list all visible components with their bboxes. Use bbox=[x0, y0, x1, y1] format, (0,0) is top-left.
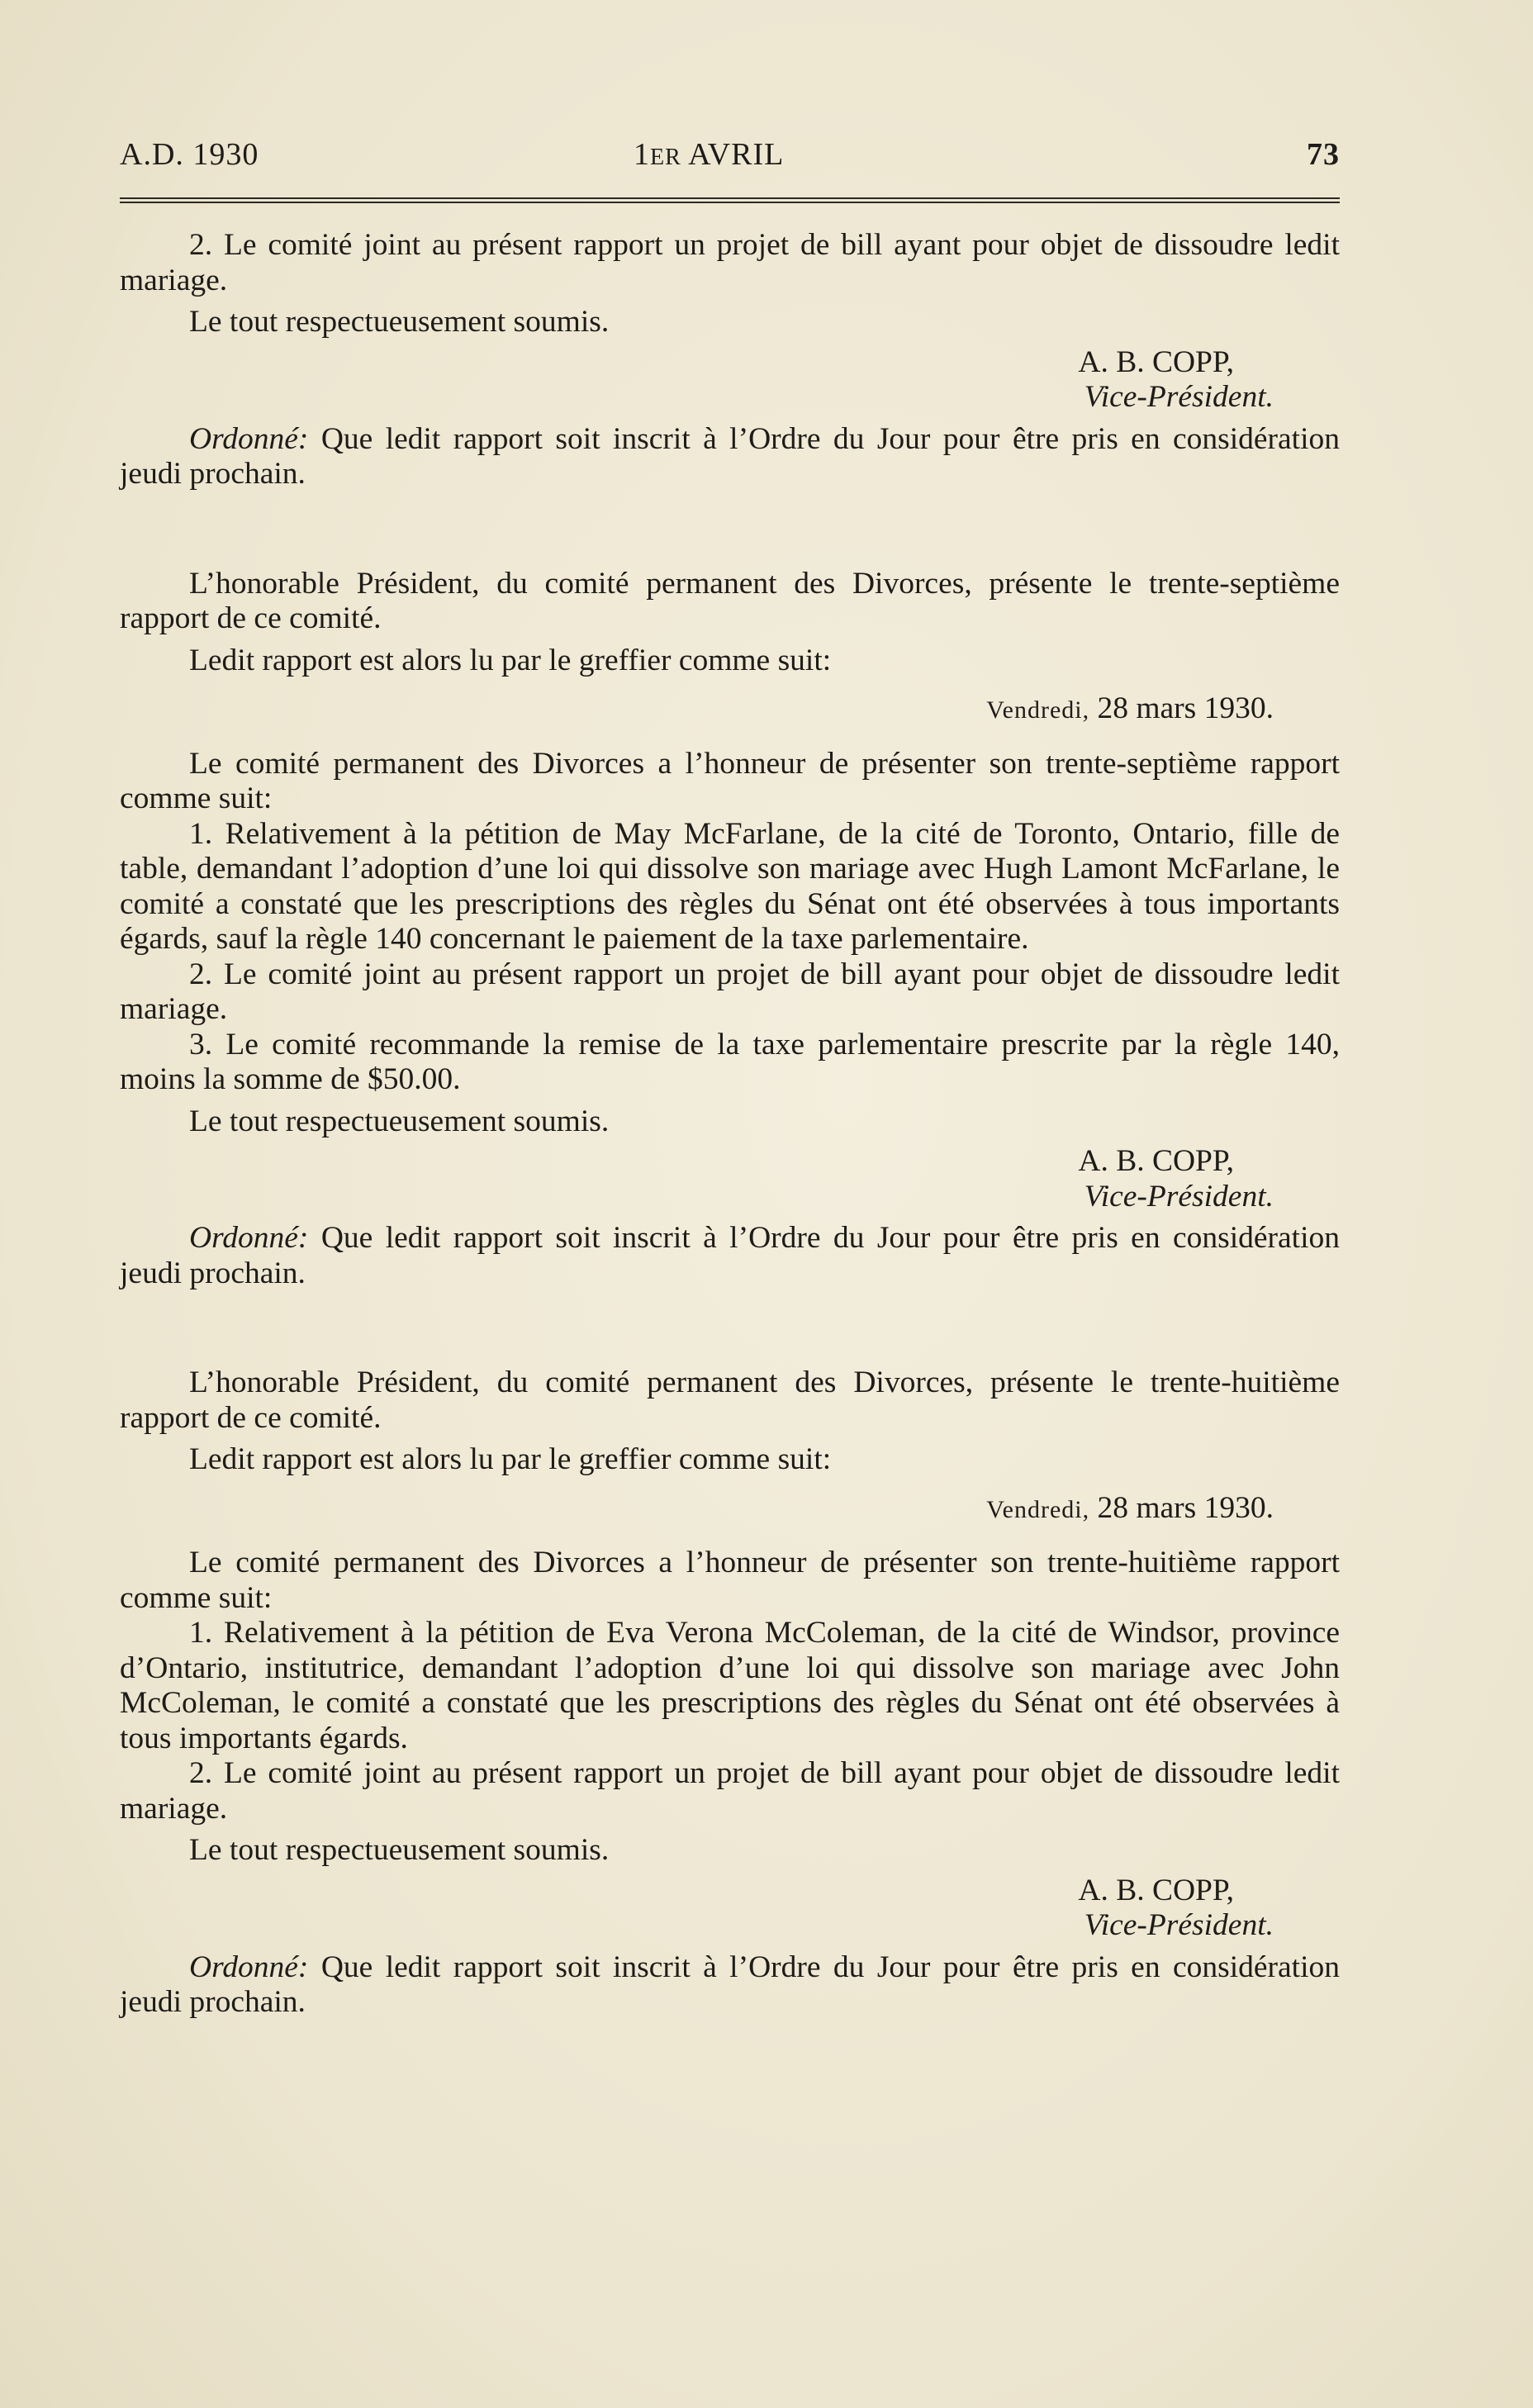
paragraph: 1. Relativement à la pétition de Eva Verona McColeman, de la cité de Windsor, province d’Ontario, institutrice, demandant l’adoption d’une loi qui dissolve son mariage avec John McColeman, le comité a constaté que les prescriptions des règles du Sénat ont été observées à tous importants égards. bbox=[120, 1616, 1340, 1755]
order-paragraph: Ordonné: Que ledit rapport soit inscrit à l’Ordre du Jour pour être pris en considération jeudi prochain. bbox=[120, 1221, 1340, 1290]
report-38 bbox=[120, 1365, 1340, 2021]
report-continuation bbox=[120, 228, 1340, 492]
order-paragraph: Ordonné: Que ledit rapport soit inscrit à l’Ordre du Jour pour être pris en considération jeudi prochain. bbox=[120, 421, 1340, 491]
section-gap bbox=[120, 492, 1340, 567]
paragraph: 2. Le comité joint au présent rapport un projet de bill ayant pour objet de dissoudre ledit mariage. bbox=[120, 228, 1340, 297]
page-number: 73 bbox=[1307, 137, 1340, 172]
paragraph: 2. Le comité joint au présent rapport un projet de bill ayant pour objet de dissoudre ledit mariage. bbox=[120, 957, 1340, 1026]
signature-name: A. B. COPP, bbox=[1078, 344, 1234, 379]
report-37 bbox=[120, 567, 1340, 1292]
paragraph: Ledit rapport est alors lu par le greffier comme suit: bbox=[189, 643, 832, 677]
intro-paragraph: L’honorable Président, du comité permanent des Divorces, présente le trente-huitième rapport de ce comité. bbox=[120, 1365, 1340, 1435]
paragraph: 3. Le comité recommande la remise de la taxe parlementaire prescrite par la règle 140, moins la somme de $50.00. bbox=[120, 1027, 1340, 1096]
order-label: Ordonné: bbox=[189, 421, 309, 456]
paragraph: 2. Le comité joint au présent rapport un projet de bill ayant pour objet de dissoudre ledit mariage. bbox=[120, 1756, 1340, 1826]
report-date: Vendredi, 28 mars 1930. bbox=[986, 691, 1274, 725]
signature-title: Vice-Président. bbox=[1084, 380, 1274, 414]
paragraph: Le tout respectueusement soumis. bbox=[189, 1833, 610, 1867]
page-body bbox=[120, 228, 1340, 2021]
header-year: A.D. 1930 bbox=[120, 137, 259, 172]
paragraph: Ledit rapport est alors lu par le greffier comme suit: bbox=[189, 1442, 832, 1476]
signature-name: A. B. COPP, bbox=[1078, 1873, 1234, 1907]
order-paragraph: Ordonné: Que ledit rapport soit inscrit à l’Ordre du Jour pour être pris en considération jeudi prochain. bbox=[120, 1950, 1340, 2019]
paragraph: Le comité permanent des Divorces a l’honneur de présenter son trente-huitième rapport comme suit: bbox=[120, 1546, 1340, 1615]
header-double-rule bbox=[120, 197, 1340, 203]
paragraph: Le tout respectueusement soumis. bbox=[189, 305, 610, 339]
order-label: Ordonné: bbox=[189, 1950, 309, 1984]
section-gap bbox=[120, 1291, 1340, 1365]
signature-title: Vice-Président. bbox=[1084, 1179, 1274, 1213]
intro-paragraph: L’honorable Président, du comité permanent des Divorces, présente le trente-septième rapport de ce comité. bbox=[120, 566, 1340, 635]
header-date: 1ER AVRIL bbox=[634, 137, 785, 172]
paragraph: Le tout respectueusement soumis. bbox=[189, 1104, 610, 1138]
paragraph: Le comité permanent des Divorces a l’honneur de présenter son trente-septième rapport comme suit: bbox=[120, 746, 1340, 815]
signature-name: A. B. COPP, bbox=[1078, 1144, 1234, 1178]
signature-title: Vice-Président. bbox=[1084, 1908, 1274, 1942]
order-label: Ordonné: bbox=[189, 1221, 309, 1255]
report-date: Vendredi, 28 mars 1930. bbox=[986, 1490, 1274, 1525]
paragraph: 1. Relativement à la pétition de May McFarlane, de la cité de Toronto, Ontario, fille de table, demandant l’adoption d’une loi qui dissolve son mariage avec Hugh Lamont McFarlane, le comité a constaté que les prescriptions des règles du Sénat ont été observées à tous importants égards, sauf la règle 140 concernant le paiement de la taxe parlementaire. bbox=[120, 816, 1340, 956]
running-header bbox=[120, 136, 1340, 174]
